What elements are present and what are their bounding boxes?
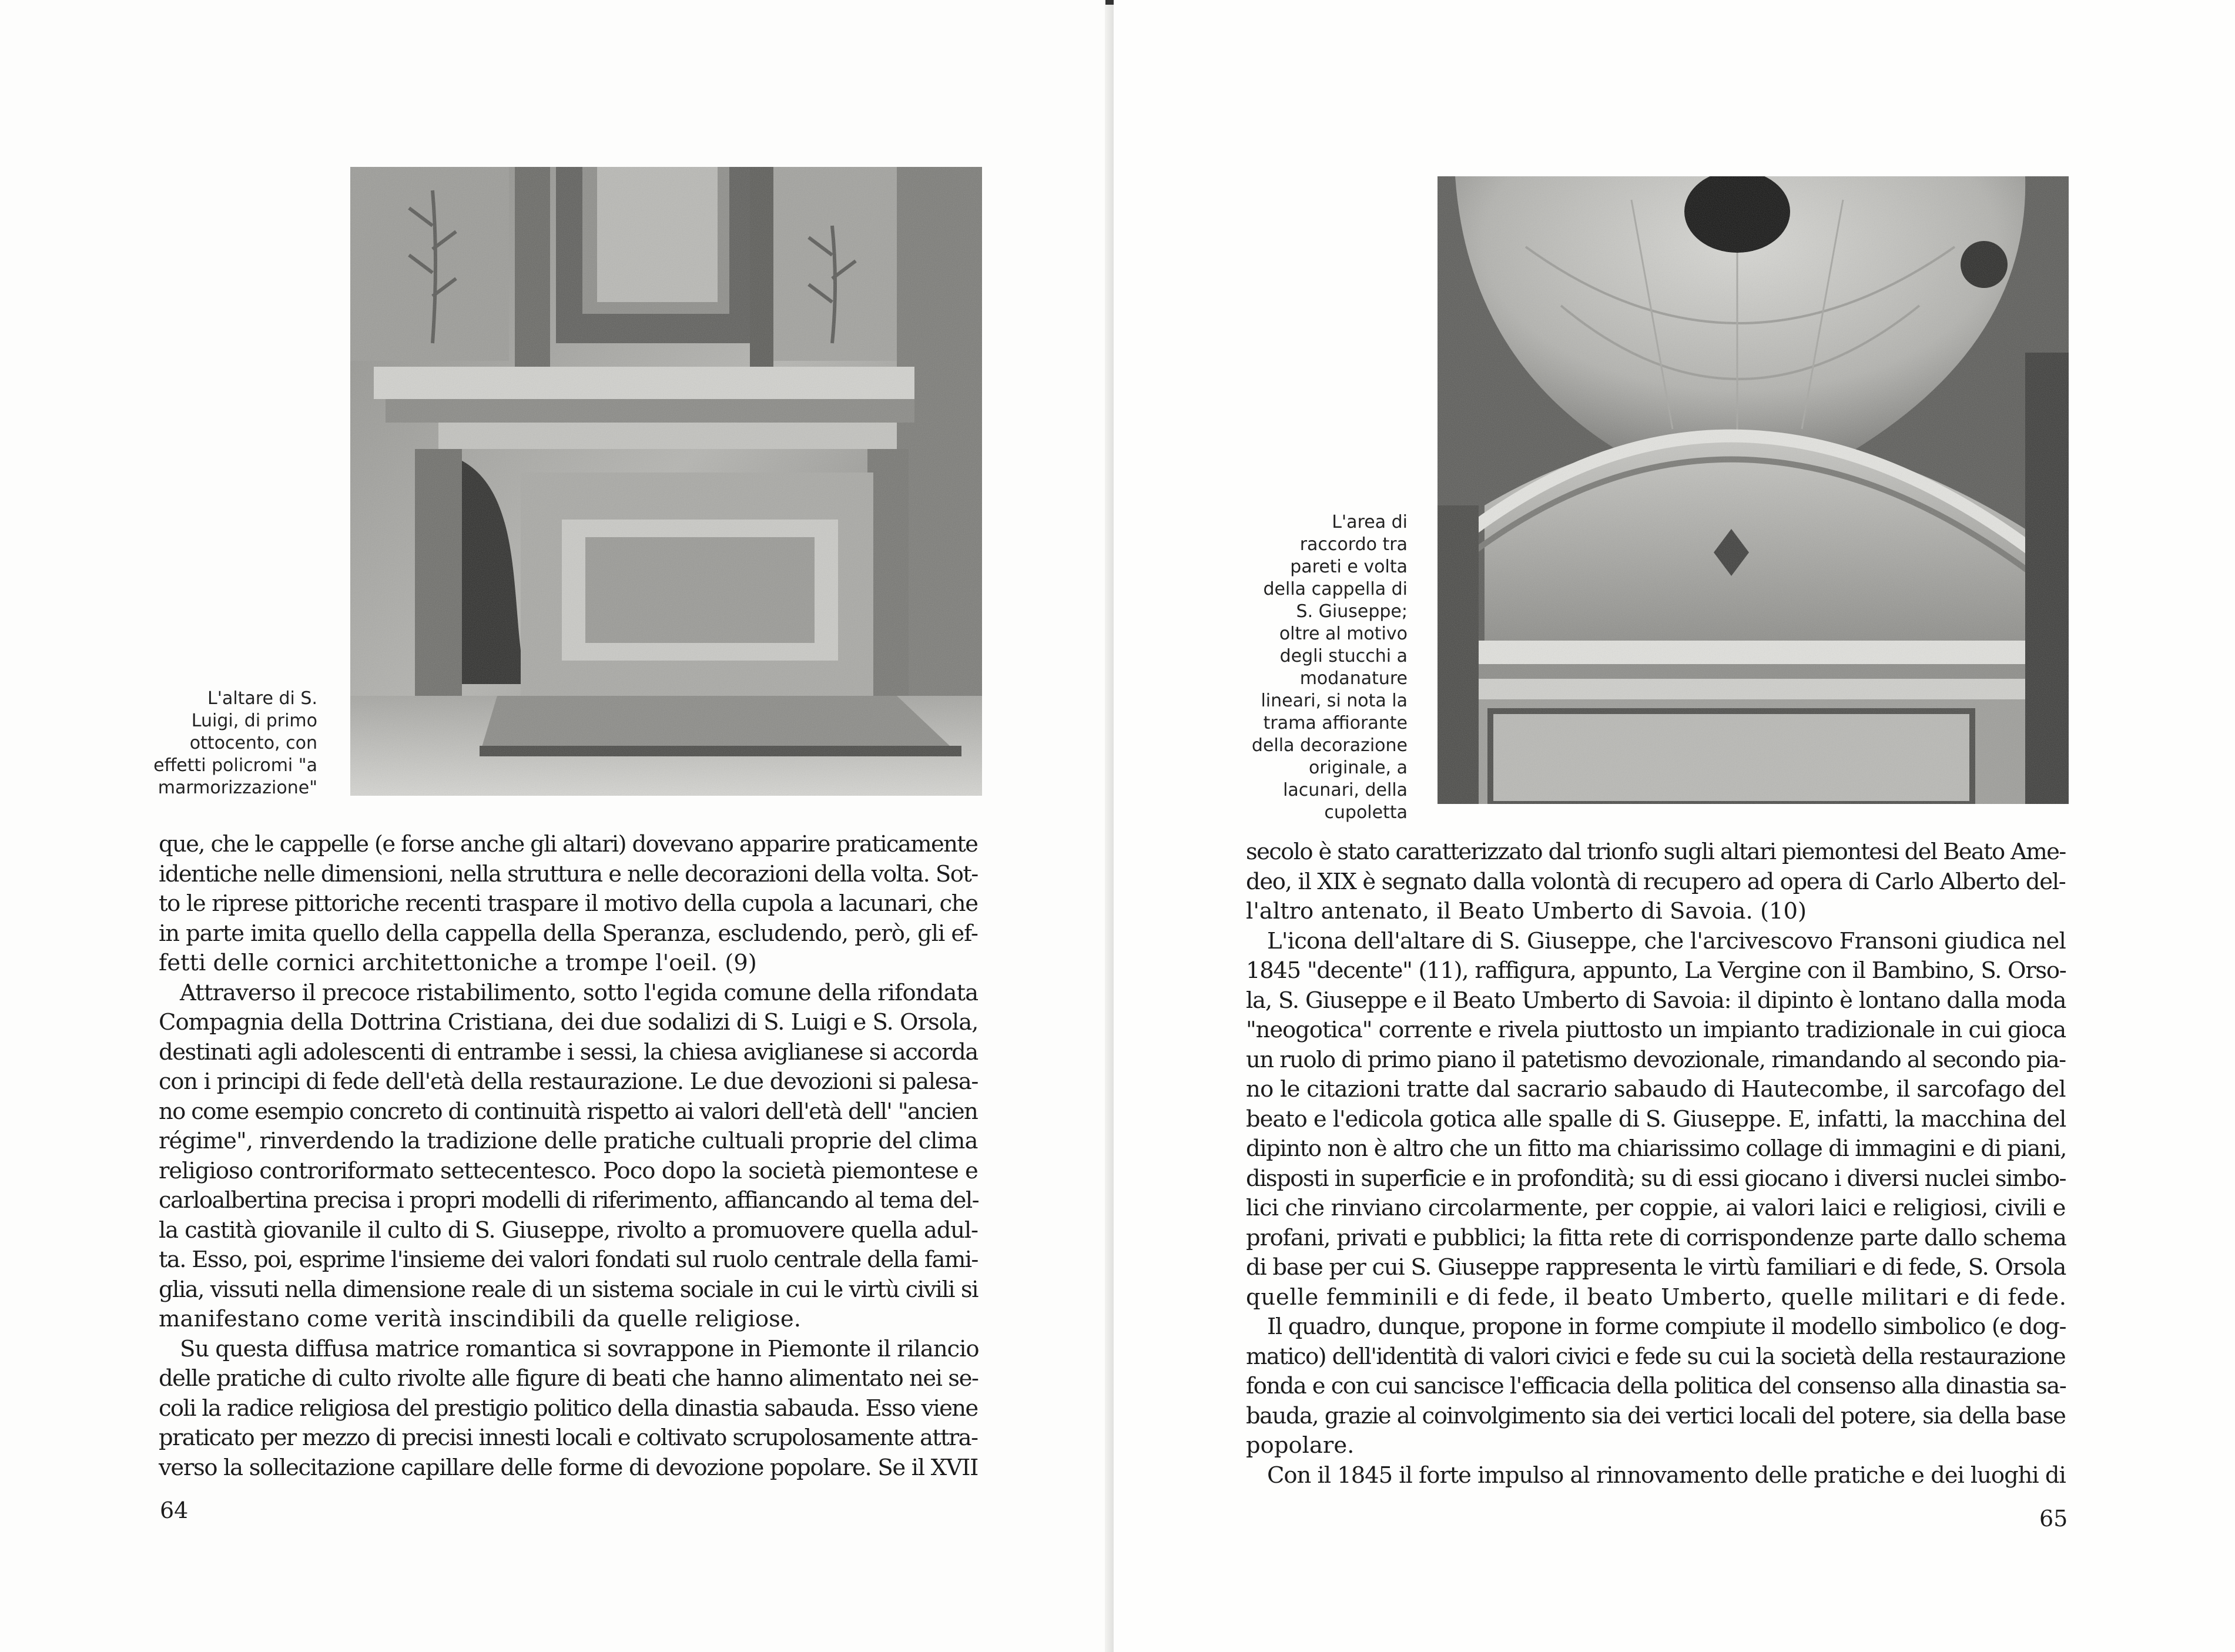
text-line: lici che rinviano circolarmente, per coppie, ai valori laici e religiosi, civili e (1246, 1195, 2066, 1221)
caption-line: originale, a (1308, 758, 1408, 778)
page-number-right: 65 (2039, 1506, 2068, 1532)
text-line: la castità giovanile il culto di S. Giuseppe, rivolto a promuovere quella adul- (159, 1217, 978, 1244)
vault-photo-image (1437, 176, 2069, 804)
left-photo-caption (141, 688, 317, 799)
left-page (0, 0, 1114, 1652)
left-body-text (159, 830, 979, 1483)
text-line: delle pratiche di culto rivolte alle figure di beati che hanno alimentato nei se- (159, 1365, 979, 1392)
text-line: glia, vissuti nella dimensione reale di un sistema sociale in cui le virtù civili si (159, 1276, 978, 1303)
text-line: quelle femminili e di fede, il beato Umberto, quelle militari e di fede. (1246, 1284, 2067, 1311)
right-body-text (1246, 837, 2066, 1490)
text-line: to le riprese pittoriche recenti traspare il motivo della cupola a lacunari, che (159, 890, 978, 917)
text-line: L'icona dell'altare di S. Giuseppe, che l'arcivescovo Fransoni giudica nel (1267, 927, 2066, 954)
text-line: no come esempio concreto di continuità rispetto ai valori dell'età dell' "ancien (159, 1098, 978, 1125)
caption-line: Luigi, di primo (191, 711, 317, 731)
text-line: l'altro antenato, il Beato Umberto di Savoia. (10) (1246, 898, 1807, 924)
caption-line: modanature (1299, 668, 1408, 689)
caption-line: marmorizzazione" (158, 778, 317, 798)
caption-line: S. Giuseppe; (1296, 601, 1408, 622)
caption-line: raccordo tra (1299, 534, 1408, 555)
text-line: fonda e con cui sancisce l'efficacia della politica del consenso alla dinastia sa- (1246, 1373, 2066, 1399)
page-number-left: 64 (160, 1497, 189, 1523)
caption-line: della decorazione (1251, 735, 1408, 756)
text-line: no le citazioni tratte dal sacrario sabaudo di Hautecombe, il sarcofago del (1246, 1076, 2066, 1103)
caption-line: L'altare di S. (207, 688, 317, 709)
text-line: con i principi di fede dell'età della restaurazione. Le due devozioni si palesa- (159, 1068, 979, 1095)
right-page (1114, 0, 2235, 1652)
text-line: carloalbertina precisa i propri modelli di riferimento, affiancando al tema del- (159, 1187, 979, 1214)
vault-photo (1437, 176, 2069, 804)
altar-photo-image (350, 167, 982, 796)
text-line: destinati agli adolescenti di entrambe i sessi, la chiesa aviglianese si accorda (159, 1038, 978, 1065)
caption-line: della cappella di (1263, 579, 1408, 599)
text-line: "neogotica" corrente e rivela piuttosto un impianto tradizionale in cui gioca (1246, 1017, 2066, 1043)
text-line: matico) dell'identità di valori civici e fede su cui la società della restaurazione (1246, 1343, 2066, 1370)
text-line: bauda, grazie al coinvolgimento sia dei vertici locali del potere, sia della base (1246, 1402, 2066, 1429)
text-line: praticato per mezzo di precisi innesti locali e coltivato scrupolosamente attra- (159, 1425, 978, 1451)
caption-line: lineari, si nota la (1261, 691, 1408, 711)
text-line: Compagnia della Dottrina Cristiana, dei due sodalizi di S. Luigi e S. Orsola, (159, 1009, 979, 1036)
text-line: 1845 "decente" (11), raffigura, appunto, La Vergine con il Bambino, S. Orso- (1246, 957, 2066, 984)
text-line: dipinto non è altro che un fitto ma chiarissimo collage di immagini e di piani, (1246, 1135, 2066, 1162)
caption-line: degli stucchi a (1279, 646, 1408, 666)
caption-line: cupoletta (1324, 802, 1408, 823)
caption-line: pareti e volta (1290, 557, 1408, 577)
caption-line: lacunari, della (1283, 780, 1408, 800)
text-line: la, S. Giuseppe e il Beato Umberto di Savoia: il dipinto è lontano dalla moda (1246, 987, 2066, 1014)
text-line: di base per cui S. Giuseppe rappresenta le virtù familiari e di fede, S. Orsola (1246, 1254, 2066, 1281)
altar-photo (350, 167, 982, 796)
right-photo-caption (1208, 511, 1408, 824)
text-line: Su questa diffusa matrice romantica si sovrappone in Piemonte il rilancio (180, 1335, 979, 1362)
text-line: in parte imita quello della cappella della Speranza, escludendo, però, gli ef- (159, 920, 978, 947)
text-line: fetti delle cornici architettoniche a trompe l'oeil. (9) (159, 950, 757, 976)
text-line: Il quadro, dunque, propone in forme compiute il modello simbolico (e dog- (1267, 1313, 2066, 1340)
text-line: manifestano come verità inscindibili da quelle religiose. (159, 1306, 801, 1332)
caption-line: oltre al motivo (1279, 624, 1408, 644)
text-line: Con il 1845 il forte impulso al rinnovamento delle pratiche e dei luoghi di (1267, 1462, 2066, 1489)
caption-line: effetti policromi "a (153, 755, 317, 776)
text-line: identiche nelle dimensioni, nella struttura e nelle decorazioni della volta. Sot- (159, 860, 978, 887)
text-line: verso la sollecitazione capillare delle forme di devozione popolare. Se il XVII (159, 1454, 979, 1481)
text-line: disposti in superficie e in profondità; su di essi giocano i diversi nuclei simbo- (1246, 1165, 2066, 1192)
text-line: un ruolo di primo piano il patetismo devozionale, rimandando al secondo pia- (1246, 1046, 2066, 1073)
caption-line: ottocento, con (189, 733, 317, 753)
caption-line: trama affiorante (1263, 713, 1408, 733)
text-line: secolo è stato caratterizzato dal trionfo sugli altari piemontesi del Beato Ame- (1246, 839, 2066, 865)
text-line: que, che le cappelle (e forse anche gli altari) dovevano apparire praticamente (159, 831, 978, 857)
text-line: popolare. (1246, 1432, 1355, 1459)
text-line: Attraverso il precoce ristabilimento, sotto l'egida comune della rifondata (180, 979, 979, 1006)
text-line: ta. Esso, poi, esprime l'insieme dei valori fondati sul ruolo centrale della fami- (159, 1246, 978, 1273)
text-line: beato e l'edicola gotica alle spalle di S. Giuseppe. E, infatti, la macchina del (1246, 1105, 2066, 1132)
text-line: coli la radice religiosa del prestigio politico della dinastia sabauda. Esso viene (159, 1395, 978, 1422)
text-line: profani, privati e pubblici; la fitta rete di corrispondenze parte dallo schema (1246, 1224, 2066, 1251)
caption-line: L'area di (1332, 512, 1408, 532)
text-line: religioso controriformato settecentesco. Poco dopo la società piemontese e (159, 1157, 978, 1184)
text-line: régime", rinverdendo la tradizione delle pratiche cultuali proprie del clima (159, 1128, 978, 1154)
text-line: deo, il XIX è segnato dalla volontà di recupero ad opera di Carlo Alberto del- (1246, 868, 2066, 895)
